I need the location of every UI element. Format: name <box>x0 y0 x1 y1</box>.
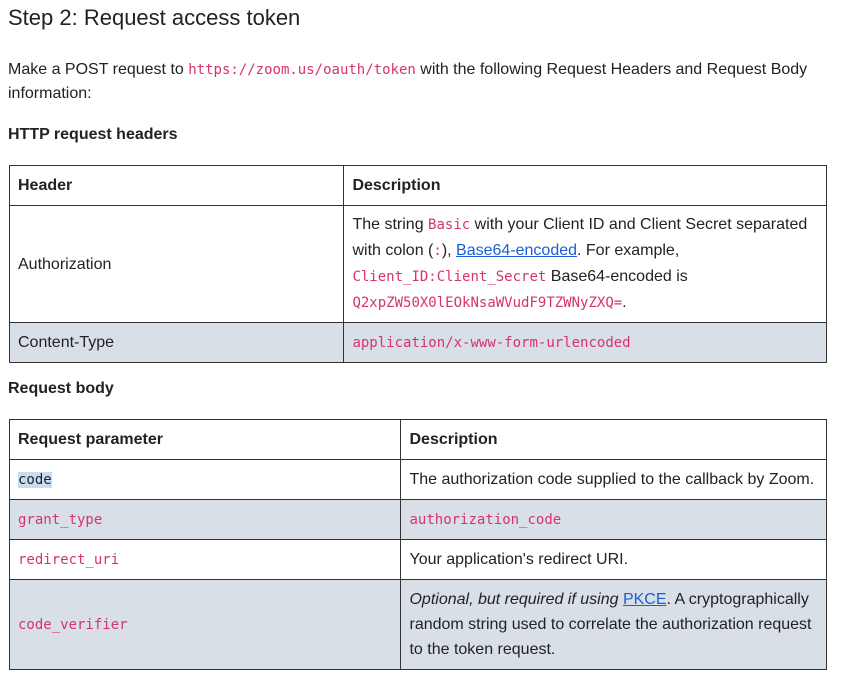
headers-heading: HTTP request headers <box>8 126 178 143</box>
pkce-link[interactable]: PKCE <box>622 591 667 608</box>
page-title: Step 2: Request access token <box>8 5 301 30</box>
authorization-description <box>344 206 827 323</box>
desc-text: with your Client ID and Client Secret separated with colon ( <box>352 216 808 259</box>
header-name-authorization: Authorization <box>10 206 344 323</box>
desc-text: Base64-encoded is <box>546 268 688 285</box>
intro-paragraph <box>8 58 828 106</box>
base64-link[interactable]: Base64-encoded <box>456 242 578 259</box>
intro-prefix: Make a POST request to <box>8 61 189 78</box>
param-grant-type <box>10 500 401 540</box>
code-param-name: code <box>18 471 52 488</box>
desc-text: ), <box>441 242 457 259</box>
column-header: Description <box>401 420 827 460</box>
content-type-value <box>344 323 827 363</box>
table-row <box>10 580 827 670</box>
body-heading: Request body <box>8 380 114 397</box>
redirect-uri-name: redirect_uri <box>18 551 120 568</box>
param-code-description: The authorization code supplied to the callback by Zoom. <box>401 460 827 500</box>
param-grant-type-value <box>401 500 827 540</box>
code-colon: : <box>433 243 442 259</box>
column-header: Description <box>344 166 827 206</box>
code-content-type: application/x-www-form-urlencoded <box>352 334 631 351</box>
table-row <box>10 460 827 500</box>
intro-suffix: with the following Request Headers and Request Body information: <box>8 61 808 102</box>
code-verifier-name: code_verifier <box>18 616 128 633</box>
table-row <box>10 500 827 540</box>
table-row <box>10 540 827 580</box>
param-redirect-uri <box>10 540 401 580</box>
column-header: Request parameter <box>10 420 401 460</box>
desc-text: . A cryptographically random string used to correlate the authorization request to the token request. <box>409 591 812 658</box>
param-code <box>10 460 401 500</box>
table-header-row <box>10 166 827 206</box>
token-url: https://zoom.us/oauth/token <box>188 62 416 78</box>
grant-type-value: authorization_code <box>409 511 562 528</box>
code-encoded-value: Q2xpZW50X0lEOkNsaWVudF9TZWNyZXQ= <box>352 295 623 311</box>
grant-type-name: grant_type <box>18 511 103 528</box>
param-code-verifier-description <box>401 580 827 670</box>
optional-note: Optional, but required if using <box>409 591 623 608</box>
desc-text: . <box>622 294 627 311</box>
table-row <box>10 323 827 363</box>
param-code-verifier <box>10 580 401 670</box>
desc-text: The string <box>352 216 429 233</box>
request-body-table <box>9 419 827 670</box>
code-basic: Basic <box>428 217 471 233</box>
table-header-row <box>10 420 827 460</box>
desc-text: . For example, <box>577 242 680 259</box>
column-header: Header <box>10 166 344 206</box>
header-name-content-type: Content-Type <box>10 323 344 363</box>
headers-table <box>9 165 827 363</box>
param-redirect-uri-description: Your application's redirect URI. <box>401 540 827 580</box>
code-client-id-secret: Client_ID:Client_Secret <box>352 269 547 285</box>
table-row <box>10 206 827 323</box>
